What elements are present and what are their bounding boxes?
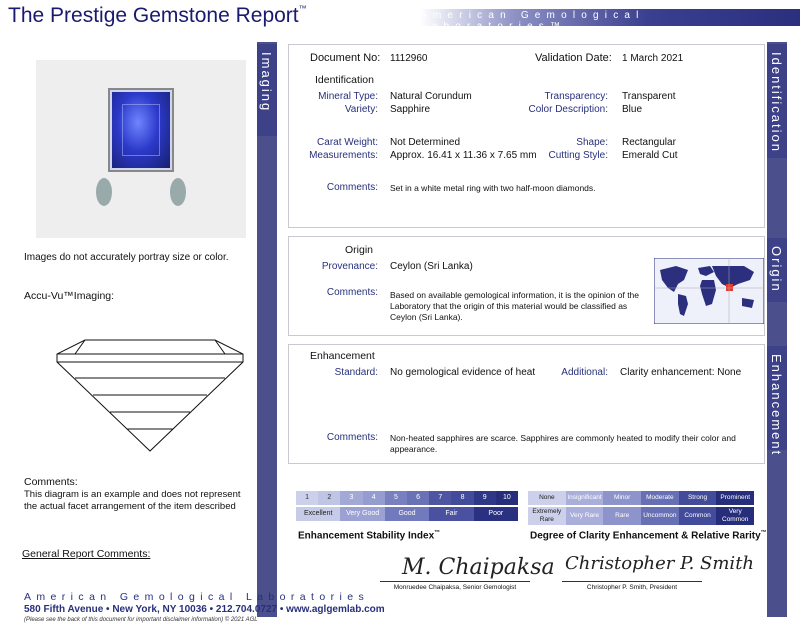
title-tm: ™ [298,4,307,13]
gemstone-photo [36,60,246,238]
stability-caption [298,530,440,541]
shape-label: Shape: [576,137,608,148]
clarity-degree: Minor [603,491,641,505]
origin-comments-label: Comments: [326,287,378,298]
signature-2-line [562,581,702,582]
color-description-label: Color Description: [528,104,608,115]
stability-number: 4 [363,491,385,505]
stability-number: 10 [496,491,518,505]
imaging-tab [257,44,277,136]
general-comments-label: General Report Comments: [22,548,151,560]
signature-1: M. Chaipaksa [402,555,555,580]
identification-tab-label: Identification [769,52,784,153]
origin-comments: Based on available gemological information, it is the opinion of the Laboratory that the origin of this material would be classified as Ceylon (Sri Lanka). [390,290,640,322]
imaging-tab-label: Imaging [259,52,274,113]
origin-tab [767,238,787,302]
stability-number: 1 [296,491,318,505]
identification-heading: Identification [315,74,374,86]
enhancement-tab [767,346,787,457]
transparency: Transparent [622,91,676,102]
clarity-scale [528,491,754,525]
signature-1-name: Monruedee Chaipaksa, Senior Gemologist [393,584,517,591]
enhancement-comments: Non-heated sapphires are scarce. Sapphires are commonly heated to modify their color and appearance. [390,433,736,454]
lab-banner [420,9,800,32]
footer-disclaimer: (Please see the back of this document for important disclaimer information) © 2021 AGL [24,617,258,623]
footer-lab-name: American Gemological Laboratories [24,591,370,603]
signature-2-name: Christopher P. Smith, President [586,584,678,591]
clarity-rarity: Very Common [716,507,754,525]
identification-box [288,44,765,228]
standard: No gemological evidence of heat [390,367,536,378]
stability-number: 3 [340,491,362,505]
facet-diagram [55,338,245,453]
identification-tab [767,44,787,158]
validation-date: 1 March 2021 [622,53,684,64]
report-title-text: The Prestige Gemstone Report [8,4,299,27]
stability-grade: Excellent [296,507,340,521]
additional: Clarity enhancement: None [620,367,742,378]
clarity-rarity: Extremely Rare [528,507,566,525]
stability-number: 7 [429,491,451,505]
stability-grade: Good [385,507,429,521]
clarity-top-row [528,491,754,505]
mineral-type-label: Mineral Type: [318,91,378,102]
stability-numbers-row [296,491,518,505]
half-moon-diamond-left [96,178,112,206]
clarity-bottom-row [528,507,754,525]
lab-banner-text: American Gemological Laboratories™ [420,10,645,32]
stability-scale [296,491,518,521]
clarity-rarity: Common [679,507,717,525]
validation-date-label: Validation Date: [535,52,612,64]
clarity-degree: Insignificant [566,491,604,505]
stability-grade: Very Good [340,507,384,521]
enhancement-comments-label: Comments: [326,432,378,443]
enhancement-heading: Enhancement [310,350,375,362]
document-no: 1112960 [390,53,428,64]
carat-weight-label: Carat Weight: [317,137,378,148]
clarity-degree: None [528,491,566,505]
provenance-label: Provenance: [321,261,378,272]
signature-2: Christopher P. Smith [565,553,755,574]
color-description: Blue [622,104,643,115]
stability-number: 9 [474,491,496,505]
measurements-label: Measurements: [309,150,378,161]
enhancement-tab-label: Enhancement [769,354,784,457]
half-moon-diamond-right [170,178,186,206]
stability-number: 5 [385,491,407,505]
clarity-caption-text: Degree of Clarity Enhancement & Relative Rarity [530,530,761,542]
stability-caption-tm: ™ [434,530,441,536]
world-map [654,258,764,324]
provenance: Ceylon (Sri Lanka) [390,261,473,272]
variety: Sapphire [390,104,431,115]
mineral-type: Natural Corundum [390,91,472,102]
additional-label: Additional: [561,367,608,378]
stability-number: 6 [407,491,429,505]
clarity-rarity: Very Rare [566,507,604,525]
signature-1-line [380,581,530,582]
clarity-caption [530,530,767,541]
stability-number: 2 [318,491,340,505]
sapphire-image [110,90,172,170]
clarity-degree: Prominent [716,491,754,505]
footer-address: 580 Fifth Avenue • New York, NY 10036 • 212.704.0727 • www.aglgemlab.com [24,604,385,615]
report-title [8,4,307,28]
accuvu-label: Accu-Vu™Imaging: [24,290,115,302]
identification-comments-label: Comments: [326,182,378,193]
origin-tab-label: Origin [769,246,784,293]
stability-grade: Fair [429,507,473,521]
sri-lanka-marker [726,284,733,291]
variety-label: Variety: [344,104,378,115]
clarity-rarity: Uncommon [641,507,679,525]
document-no-label: Document No: [310,52,381,64]
clarity-degree: Strong [679,491,717,505]
stability-number: 8 [451,491,473,505]
clarity-caption-tm: ™ [760,530,767,536]
left-comments-label: Comments: [24,476,78,488]
cutting-style: Emerald Cut [622,150,678,161]
clarity-degree: Moderate [641,491,679,505]
measurements: Approx. 16.41 x 11.36 x 7.65 mm [390,150,537,161]
shape: Rectangular [622,137,676,148]
standard-label: Standard: [334,367,378,378]
transparency-label: Transparency: [544,91,608,102]
left-comments-text: This diagram is an example and does not represent the actual facet arrangement of the item described [24,489,241,512]
clarity-rarity: Rare [603,507,641,525]
identification-comments: Set in a white metal ring with two half-moon diamonds. [390,183,596,193]
stability-grade: Poor [474,507,518,521]
carat-weight: Not Determined [390,137,461,148]
stability-grades-row [296,507,518,521]
image-note: Images do not accurately portray size or color. [24,252,229,263]
cutting-style-label: Cutting Style: [548,150,608,161]
origin-heading: Origin [345,244,374,256]
stability-caption-text: Enhancement Stability Index [298,530,435,542]
